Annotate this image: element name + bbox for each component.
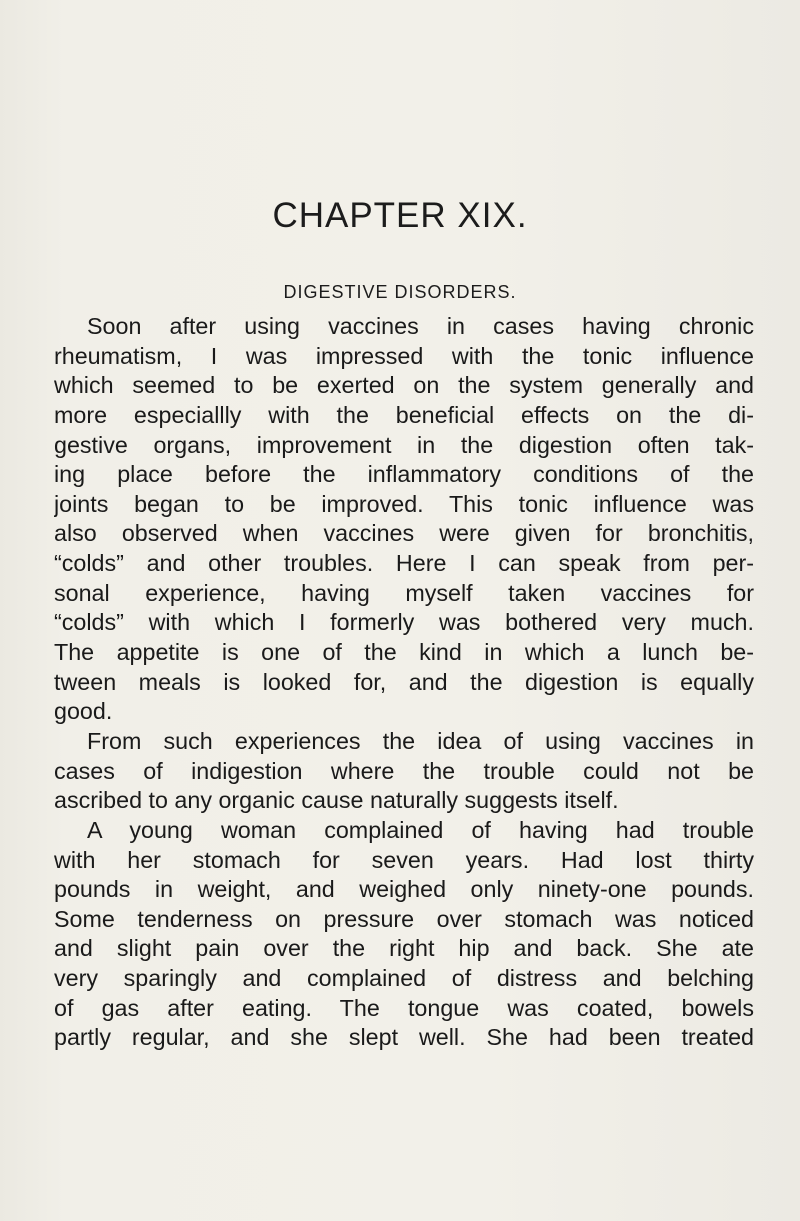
paragraph [54, 312, 754, 727]
text-line: Some tenderness on pressure over stomach was noticed [54, 905, 754, 932]
text-line: Soon after using vaccines in cases having chronic [87, 313, 754, 339]
text-line: ing place before the inflammatory conditions of the [54, 461, 754, 488]
text-line: good. [54, 698, 113, 725]
text-line: cases of indigestion where the trouble could not be [54, 757, 754, 784]
text-line: The appetite is one of the kind in which a lunch be- [54, 639, 754, 666]
text-line: A young woman complained of having had trouble [87, 816, 754, 843]
text-line: “colds” with which I formerly was bothered very much. [54, 609, 754, 636]
text-line: partly regular, and she slept well. She had been treated [54, 1024, 754, 1051]
text-line: more especiallly with the beneficial effects on the di- [54, 401, 754, 428]
body-text [54, 312, 754, 1053]
paragraph [54, 816, 754, 1053]
text-line: and slight pain over the right hip and back. She ate [54, 935, 754, 962]
text-line: “colds” and other troubles. Here I can speak from per- [54, 550, 754, 577]
chapter-title: CHAPTER XIX. [272, 196, 528, 235]
text-line: gestive organs, improvement in the digestion often tak- [54, 431, 754, 458]
text-line: pounds in weight, and weighed only ninety-one pounds. [54, 876, 754, 903]
text-line: rheumatism, I was impressed with the tonic influence [54, 342, 754, 369]
text-line: of gas after eating. The tongue was coated, bowels [54, 994, 754, 1021]
text-line: with her stomach for seven years. Had lost thirty [54, 846, 754, 873]
text-line: also observed when vaccines were given for bronchitis, [54, 520, 754, 547]
text-line: which seemed to be exerted on the system generally and [54, 372, 754, 399]
text-line: joints began to be improved. This tonic influence was [54, 490, 754, 517]
section-title: DIGESTIVE DISORDERS. [283, 282, 517, 302]
text-line: very sparingly and complained of distress and belching [54, 965, 754, 992]
text-line: ascribed to any organic cause naturally suggests itself. [54, 787, 619, 814]
text-line: tween meals is looked for, and the digestion is equally [54, 668, 754, 695]
text-line: From such experiences the idea of using vaccines in [87, 727, 754, 754]
text-line: sonal experience, having myself taken vaccines for [54, 579, 754, 606]
paragraph [54, 727, 754, 816]
